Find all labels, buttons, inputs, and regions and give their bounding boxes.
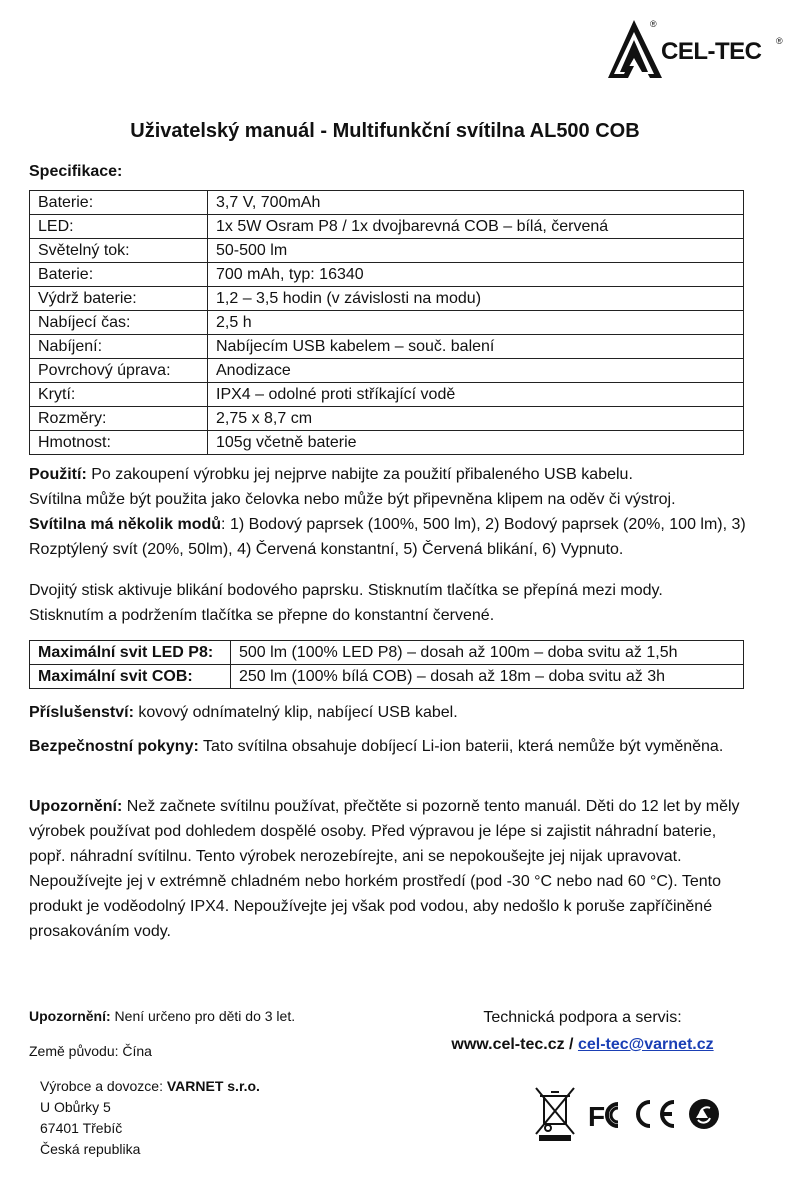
controls-line1: Dvojitý stisk aktivuje blikání bodového paprsku. Stisknutím tlačítka se přepíná mezi mody.	[29, 582, 663, 599]
importer-line	[40, 1076, 260, 1096]
light-value: 250 lm (100% bílá COB) – dosah až 18m – doba svitu až 3h	[231, 665, 744, 689]
spec-value: 2,5 h	[208, 311, 744, 335]
safety-label: Bezpečnostní pokyny:	[29, 738, 199, 755]
spec-value: 1,2 – 3,5 hodin (v závislosti na modu)	[208, 287, 744, 311]
spec-row	[30, 263, 744, 287]
recycle-icon	[689, 1099, 719, 1129]
registered-mark-2: ®	[776, 36, 783, 46]
spec-row	[30, 215, 744, 239]
spec-row	[30, 335, 744, 359]
safety-text: Tato svítilna obsahuje dobíjecí Li-ion baterii, která nemůže být vyměněna.	[198, 738, 724, 755]
age-warning-label: Upozornění:	[29, 1008, 111, 1024]
controls-section	[29, 578, 779, 628]
accessories-label: Příslušenství:	[29, 704, 134, 721]
svg-text:F: F	[588, 1101, 606, 1132]
spec-value: 50-500 lm	[208, 239, 744, 263]
ce-icon	[638, 1102, 674, 1126]
brand-name: CEL-TEC	[661, 38, 762, 65]
weee-bin-icon	[536, 1088, 574, 1140]
warning-extra: Nepoužívejte jej v extrémně chladném nebo horkém prostředí (pod -30 °C nebo nad 60 °C). Tento produkt je voděodolný IPX4. Nepoužívejte jej však pod vodou, aby nedošlo k poruše zapříčiněné prosakováním vody.	[29, 873, 721, 940]
spec-value: 2,75 x 8,7 cm	[208, 407, 744, 431]
spec-value: 1x 5W Osram P8 / 1x dvojbarevná COB – bílá, červená	[208, 215, 744, 239]
accessories-text: kovový odnímatelný klip, nabíjecí USB kabel.	[133, 704, 458, 721]
spec-key: Rozměry:	[30, 407, 208, 431]
spec-row	[30, 407, 744, 431]
spec-row	[30, 311, 744, 335]
usage-line1: Po zakoupení výrobku jej nejprve nabijte za použití přibaleného USB kabelu.	[86, 466, 633, 483]
usage-line2: Svítilna může být použita jako čelovka nebo může být připevněna klipem na oděv či výstroj.	[29, 491, 676, 508]
spec-row	[30, 359, 744, 383]
link-separator: /	[564, 1036, 578, 1053]
modes-text: : 1) Bodový paprsek (100%, 500 lm), 2) Bodový paprsek (20%, 100 lm), 3) Rozptýlený svít (20%, 50lm), 4) Červená konstantní, 5) Červená blikání, 6) Vypnuto.	[29, 516, 746, 558]
spec-key: Světelný tok:	[30, 239, 208, 263]
spec-value: 3,7 V, 700mAh	[208, 191, 744, 215]
light-row	[30, 665, 744, 689]
importer-label: Výrobce a dovozce:	[40, 1078, 167, 1094]
age-warning	[29, 1006, 295, 1026]
light-key: Maximální svit LED P8:	[30, 641, 231, 665]
usage-section	[29, 462, 779, 562]
address-street: U Obůrky 5	[40, 1099, 111, 1115]
spec-key: Hmotnost:	[30, 431, 208, 455]
spec-value: 105g včetně baterie	[208, 431, 744, 455]
accessories-section	[29, 700, 779, 725]
spec-row	[30, 239, 744, 263]
address-country: Česká republika	[40, 1141, 141, 1157]
spec-row	[30, 191, 744, 215]
light-row	[30, 641, 744, 665]
importer-name: VARNET s.r.o.	[166, 1078, 260, 1094]
spec-key: Nabíjení:	[30, 335, 208, 359]
spec-value: Nabíjecím USB kabelem – souč. balení	[208, 335, 744, 359]
spec-value: Anodizace	[208, 359, 744, 383]
support-title: Technická podpora a servis:	[483, 1009, 682, 1026]
spec-key: Povrchový úprava:	[30, 359, 208, 383]
age-warning-text: Není určeno pro děti do 3 let.	[110, 1008, 296, 1024]
warning-section	[29, 794, 749, 944]
spec-key: LED:	[30, 215, 208, 239]
country-of-origin: Země původu: Čína	[29, 1043, 152, 1059]
spec-key: Baterie:	[30, 191, 208, 215]
controls-line2: Stisknutím a podržením tlačítka se přepne do konstantní červené.	[29, 607, 495, 624]
spec-value: IPX4 – odolné proti stříkající vodě	[208, 383, 744, 407]
spec-key: Nabíjecí čas:	[30, 311, 208, 335]
spec-row	[30, 383, 744, 407]
spec-value: 700 mAh, typ: 16340	[208, 263, 744, 287]
brand-logo	[604, 14, 784, 86]
warning-label: Upozornění:	[29, 798, 123, 815]
light-value: 500 lm (100% LED P8) – dosah až 100m – doba svitu až 1,5h	[231, 641, 744, 665]
safety-section	[29, 734, 729, 759]
light-key: Maximální svit COB:	[30, 665, 231, 689]
spec-row	[30, 431, 744, 455]
registered-mark: ®	[650, 19, 657, 29]
spec-heading: Specifikace:	[29, 163, 123, 180]
support-links	[430, 1036, 735, 1054]
page-title: Uživatelský manuál - Multifunkční svítilna AL500 COB	[130, 120, 640, 142]
spec-key: Výdrž baterie:	[30, 287, 208, 311]
light-output-table	[29, 640, 744, 689]
spec-table	[29, 190, 744, 455]
email-link[interactable]: cel-tec@varnet.cz	[577, 1036, 714, 1053]
address-city: 67401 Třebíč	[40, 1120, 123, 1136]
fcc-icon	[588, 1101, 618, 1132]
spec-key: Krytí:	[30, 383, 208, 407]
website-link[interactable]: www.cel-tec.cz	[451, 1036, 565, 1053]
modes-label: Svítilna má několik modů	[29, 516, 222, 533]
usage-label: Použití:	[29, 466, 87, 483]
certification-marks	[534, 1084, 724, 1144]
spec-row	[30, 287, 744, 311]
warning-text: Než začnete svítilnu používat, přečtěte si pozorně tento manuál. Děti do 12 let by měly výrobek používat pod dohledem dospělé osoby. Před výpravou je lépe si zajistit náhradní baterie, popř. náhradní svítilnu. Tento výrobek nerozebírejte, ani se nepokoušejte jej nijak upravovat.	[29, 798, 740, 865]
spec-key: Baterie:	[30, 263, 208, 287]
